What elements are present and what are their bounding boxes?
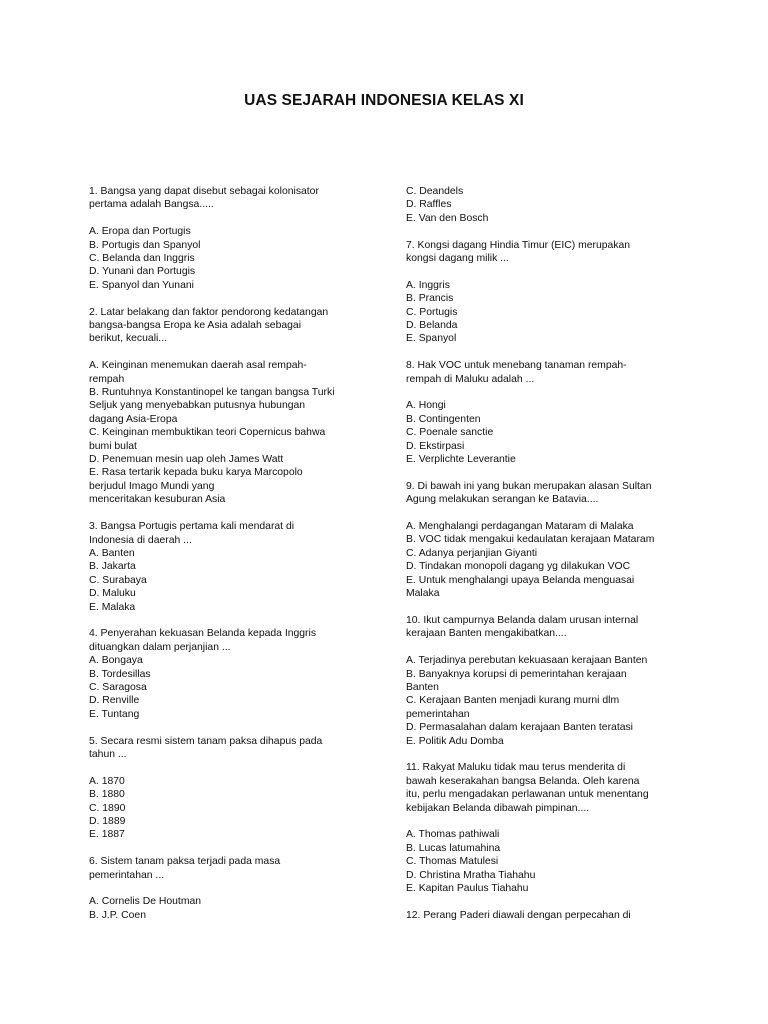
answer-option: A. Eropa dan Portugis <box>89 226 191 238</box>
question-block <box>406 359 678 466</box>
question-text: 4. Penyerahan kekuasan Belanda kepada Inggris dituangkan dalam perjanjian ... <box>89 628 317 653</box>
answer-option: A. Inggris <box>406 279 450 291</box>
answer-option: E. Politik Adu Domba <box>406 735 504 747</box>
answer-option: A. Bongaya <box>89 655 143 667</box>
answer-options <box>89 895 359 922</box>
answer-options <box>406 279 678 346</box>
answer-option: E. Van den Bosch <box>406 212 489 224</box>
answer-option: B. VOC tidak mengakui kedaulatan kerajaan Mataram <box>406 534 655 546</box>
answer-option: D. 1889 <box>89 815 126 827</box>
answer-option: E. Untuk menghalangi upaya Belanda menguasai Malaka <box>406 574 635 600</box>
answer-option: C. Kerajaan Banten menjadi kurang murni dlm pemerintahan <box>406 695 620 720</box>
answer-option: B. Tordesillas <box>89 668 151 680</box>
answer-option: A. Hongi <box>406 400 446 412</box>
answer-option: C. 1890 <box>89 802 126 814</box>
answer-option: A. Menghalangi perdagangan Mataram di Malaka <box>406 521 634 533</box>
answer-option: D. Maluku <box>89 588 136 600</box>
answer-option: C. Adanya perjanjian Giyanti <box>406 547 538 559</box>
question-text: 7. Kongsi dagang Hindia Timur (EIC) merupakan kongsi dagang milik ... <box>406 239 631 265</box>
answer-options <box>89 775 359 842</box>
answer-option: D. Yunani dan Portugis <box>89 266 196 278</box>
answer-option: E. Spanyol dan Yunani <box>89 279 194 291</box>
question-block <box>89 185 359 292</box>
answer-option: C. Belanda dan Inggris <box>89 253 195 265</box>
answer-options <box>406 520 678 600</box>
answer-option: B. Portugis dan Spanyol <box>89 239 201 251</box>
question-text: 2. Latar belakang dan faktor pendorong kedatangan bangsa-bangsa Eropa ke Asia adalah sebagai berikut, kecuali... <box>89 306 329 345</box>
answer-options <box>89 225 359 292</box>
answer-option: B. Banyaknya korupsi di pemerintahan kerajaan Banten <box>406 668 627 693</box>
question-block <box>89 306 359 507</box>
question-block <box>406 480 678 601</box>
answer-option: C. Keinginan membuktikan teori Copernicus bahwa bumi bulat <box>89 427 326 452</box>
answer-option: E. Malaka <box>89 601 136 613</box>
question-block <box>406 614 678 748</box>
answer-option: B. J.P. Coen <box>89 909 146 921</box>
answer-option: A. Thomas pathiwali <box>406 829 500 841</box>
answer-options <box>89 547 359 614</box>
answer-option: D. Christina Mratha Tiahahu <box>406 869 536 881</box>
answer-options <box>406 185 678 225</box>
answer-option: E. Verplichte Leverantie <box>406 454 516 466</box>
answer-option: C. Poenale sanctie <box>406 427 494 439</box>
answer-option: D. Renville <box>89 695 140 707</box>
answer-option: A. Cornelis De Houtman <box>89 896 202 908</box>
answer-option: D. Raffles <box>406 199 452 211</box>
answer-option: B. Contingenten <box>406 413 481 425</box>
question-block <box>89 735 359 842</box>
answer-option: D. Penemuan mesin uap oleh James Watt <box>89 454 284 466</box>
page-title: UAS SEJARAH INDONESIA KELAS XI <box>244 92 524 109</box>
answer-option: B. Jakarta <box>89 561 136 573</box>
left-column <box>89 185 359 936</box>
answer-option: D. Tindakan monopoli dagang yg dilakukan VOC <box>406 561 631 573</box>
answer-option: A. Keinginan menemukan daerah asal rempah- rempah <box>89 360 307 385</box>
answer-option: A. 1870 <box>89 775 125 787</box>
question-block <box>406 909 678 922</box>
question-text: 12. Perang Paderi diawali dengan perpecahan di <box>406 909 631 921</box>
answer-options <box>406 399 678 466</box>
answer-options <box>89 654 359 721</box>
answer-option: E. Spanyol <box>406 333 457 345</box>
question-block <box>89 627 359 721</box>
answer-option: B. Prancis <box>406 293 454 305</box>
answer-options <box>89 359 359 506</box>
answer-option: A. Terjadinya perebutan kekuasaan kerajaan Banten <box>406 655 648 667</box>
answer-option: C. Surabaya <box>89 574 147 586</box>
answer-option: C. Deandels <box>406 186 464 197</box>
answer-option: B. Lucas latumahina <box>406 842 501 854</box>
question-block <box>406 185 678 225</box>
question-text: 6. Sistem tanam paksa terjadi pada masa pemerintahan ... <box>89 856 281 881</box>
question-text: 9. Di bawah ini yang bukan merupakan alasan Sultan Agung melakukan serangan ke Batavia.... <box>406 480 652 506</box>
question-block <box>406 761 678 895</box>
question-text: 8. Hak VOC untuk menebang tanaman rempah- rempah di Maluku adalah ... <box>406 360 627 385</box>
question-text: 10. Ikut campurnya Belanda dalam urusan internal kerajaan Banten mengakibatkan.... <box>406 614 639 640</box>
answer-option: B. Runtuhnya Konstantinopel ke tangan bangsa Turki Seljuk yang menyebabkan putusnya hubungan dagang Asia-Eropa <box>89 387 335 425</box>
answer-options <box>406 654 678 748</box>
answer-option: A. Banten <box>89 547 135 559</box>
answer-option: D. Belanda <box>406 320 458 332</box>
question-text: 11. Rakyat Maluku tidak mau terus menderita di bawah keserakahan bangsa Belanda. Oleh karena itu, perlu mengadakan perlawanan untuk menentang kebijakan Belanda dibawah pimpinan.... <box>406 762 649 814</box>
answer-option: D. Permasalahan dalam kerajaan Banten teratasi <box>406 722 633 734</box>
answer-option: E. Rasa tertarik kepada buku karya Marcopolo berjudul Imago Mundi yang menceritakan kesuburan Asia <box>89 467 303 506</box>
question-block <box>406 239 678 346</box>
answer-options <box>406 828 678 895</box>
answer-option: C. Thomas Matulesi <box>406 856 499 868</box>
answer-option: E. Tuntang <box>89 708 140 720</box>
question-text: 1. Bangsa yang dapat disebut sebagai kolonisator pertama adalah Bangsa..... <box>89 186 319 211</box>
answer-option: E. 1887 <box>89 829 125 841</box>
question-block <box>89 520 359 614</box>
right-column <box>406 185 678 936</box>
answer-option: D. Ekstirpasi <box>406 440 465 452</box>
answer-option: B. 1880 <box>89 789 125 801</box>
answer-option: E. Kapitan Paulus Tiahahu <box>406 882 529 894</box>
question-text: 5. Secara resmi sistem tanam paksa dihapus pada tahun ... <box>89 735 323 760</box>
answer-option: C. Portugis <box>406 306 458 318</box>
question-block <box>89 855 359 922</box>
question-text: 3. Bangsa Portugis pertama kali mendarat di Indonesia di daerah ... <box>89 521 295 546</box>
answer-option: C. Saragosa <box>89 681 147 693</box>
